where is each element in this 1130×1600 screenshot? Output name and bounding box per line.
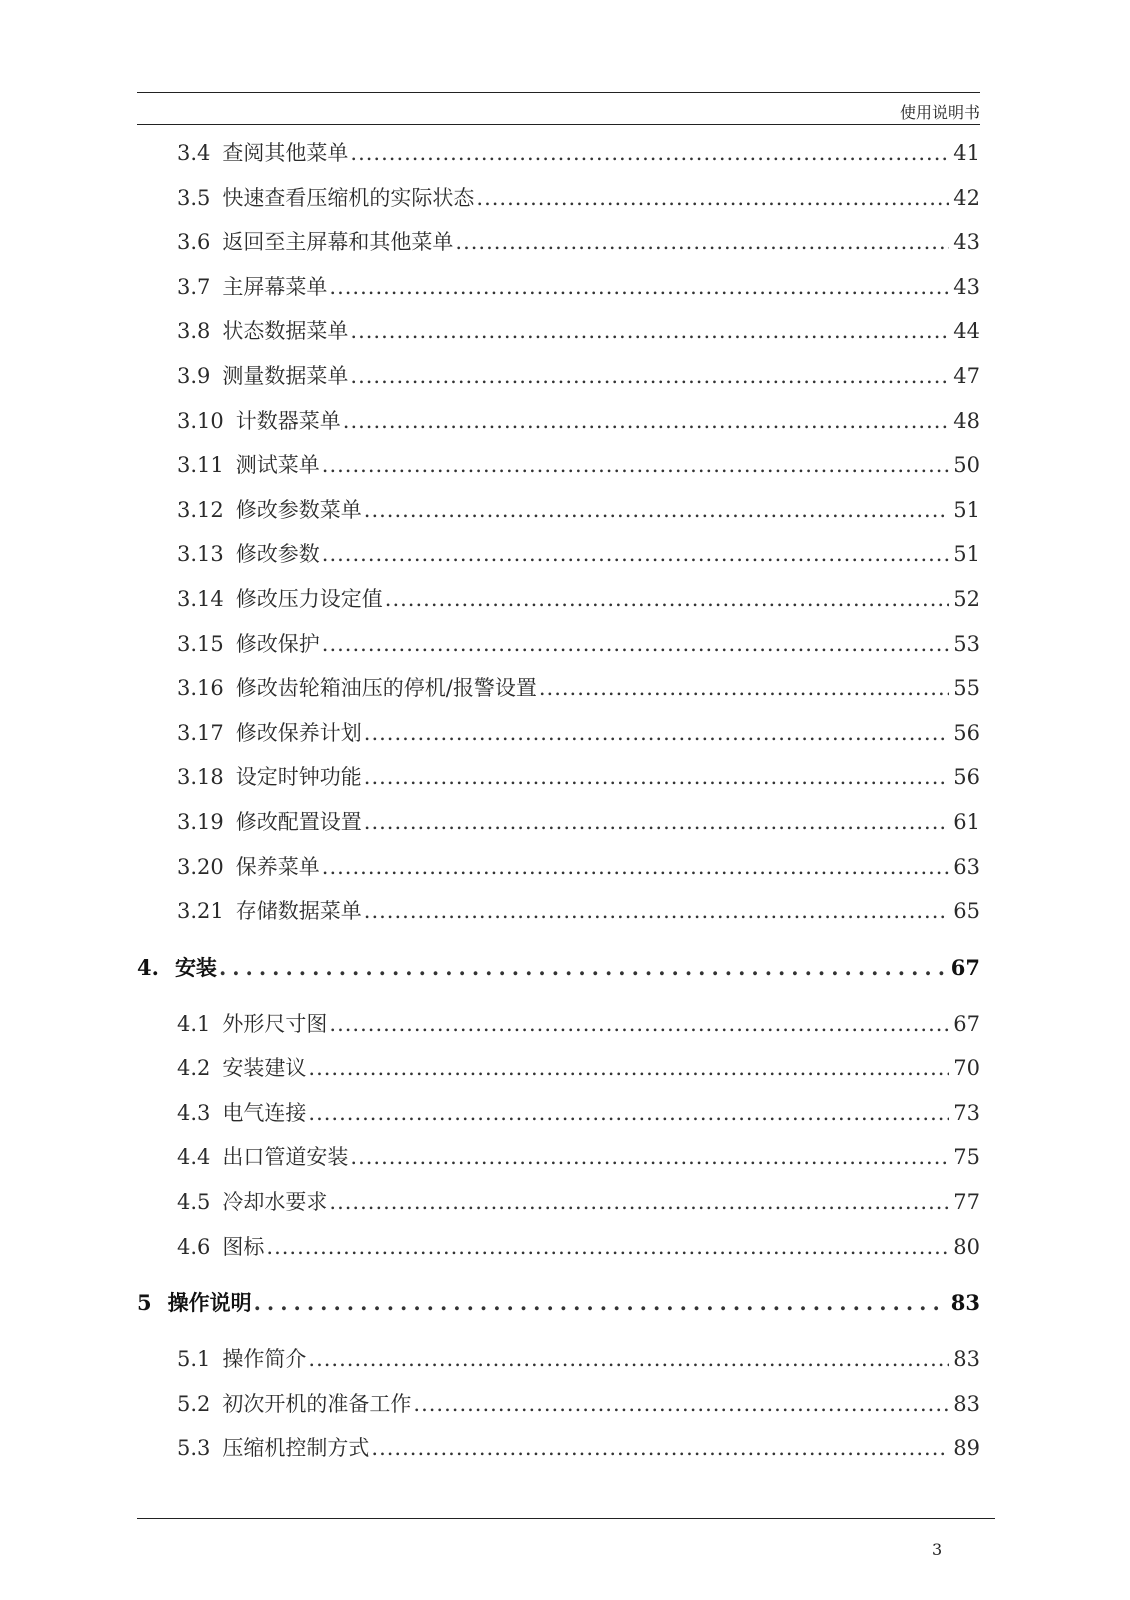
header-rule-bottom	[137, 124, 980, 125]
toc-entry-title: 修改保养计划	[235, 720, 362, 745]
toc-entry-title: 压缩机控制方式	[222, 1436, 370, 1461]
toc-entry-number: 3.6	[177, 230, 211, 255]
toc-entry-title: 查阅其他菜单	[222, 141, 349, 165]
toc-entry-page: 43	[953, 274, 980, 299]
toc-entry-page: 56	[953, 765, 980, 790]
toc-dot-leader	[455, 220, 949, 265]
toc-entry-title: 图标	[222, 1234, 265, 1259]
toc-entry-number: 4.2	[177, 1056, 211, 1081]
toc-section-entry[interactable]	[137, 1135, 980, 1180]
toc-entry-page: 77	[953, 1190, 980, 1215]
toc-dot-leader	[476, 176, 949, 221]
toc-dot-leader	[322, 443, 950, 488]
toc-section-entry[interactable]	[137, 309, 980, 354]
toc-entry-number: 4.3	[177, 1100, 211, 1125]
toc-entry-page: 83	[953, 1391, 980, 1416]
toc-section-entry[interactable]	[137, 354, 980, 399]
toc-dot-leader	[219, 938, 947, 998]
toc-entry-title: 设定时钟功能	[235, 765, 362, 790]
toc-entry-page: 41	[953, 141, 980, 165]
toc-dot-leader	[308, 1337, 949, 1382]
toc-dot-leader	[350, 1135, 949, 1180]
toc-entry-number: 3.19	[177, 809, 224, 834]
toc-dot-leader	[266, 1225, 949, 1270]
toc-entry-title: 修改齿轮箱油压的停机/报警设置	[235, 676, 537, 701]
toc-section-entry[interactable]	[137, 1337, 980, 1382]
toc-entry-title: 操作说明	[167, 1290, 252, 1316]
toc-entry-number: 4.	[137, 954, 159, 980]
toc-entry-page: 89	[953, 1436, 980, 1461]
table-of-contents	[137, 131, 980, 1471]
toc-section-entry[interactable]	[137, 1225, 980, 1270]
toc-section-entry[interactable]	[137, 755, 980, 800]
toc-entry-page: 52	[953, 586, 980, 611]
toc-section-entry[interactable]	[137, 666, 980, 711]
toc-entry-page: 42	[953, 185, 980, 210]
toc-entry-page: 83	[950, 1290, 980, 1316]
toc-entry-page: 43	[953, 230, 980, 255]
toc-section-entry[interactable]	[137, 845, 980, 890]
toc-entry-title: 外形尺寸图	[222, 1011, 328, 1036]
toc-section-entry[interactable]	[137, 532, 980, 577]
toc-dot-leader	[539, 666, 949, 711]
toc-section-entry[interactable]	[137, 176, 980, 221]
toc-entry-title: 主屏幕菜单	[222, 274, 328, 299]
toc-entry-title: 保养菜单	[235, 854, 320, 879]
toc-entry-title: 修改参数菜单	[235, 497, 362, 522]
toc-section-entry[interactable]	[137, 443, 980, 488]
toc-entry-title: 修改保护	[235, 631, 320, 656]
toc-dot-leader	[385, 577, 950, 622]
toc-entry-title: 电气连接	[222, 1100, 307, 1125]
page-number: 3	[932, 1540, 943, 1559]
toc-dot-leader	[364, 755, 950, 800]
toc-section-entry[interactable]	[137, 131, 980, 176]
toc-dot-leader	[350, 354, 949, 399]
toc-entry-number: 3.7	[177, 274, 211, 299]
toc-entry-number: 3.9	[177, 363, 211, 388]
toc-entry-title: 安装	[174, 954, 217, 980]
toc-entry-title: 修改参数	[235, 542, 320, 567]
toc-entry-title: 修改配置设置	[235, 809, 362, 834]
toc-dot-leader	[350, 131, 949, 176]
toc-entry-page: 63	[953, 854, 980, 879]
toc-entry-number: 3.10	[177, 408, 224, 433]
toc-entry-page: 56	[953, 720, 980, 745]
toc-entry-page: 70	[953, 1056, 980, 1081]
toc-entry-title: 修改压力设定值	[235, 586, 383, 611]
toc-entry-title: 操作简介	[222, 1347, 307, 1372]
toc-entry-title: 冷却水要求	[222, 1190, 328, 1215]
toc-dot-leader	[364, 488, 950, 533]
toc-section-entry[interactable]	[137, 265, 980, 310]
toc-section-entry[interactable]	[137, 622, 980, 667]
toc-dot-leader	[329, 265, 949, 310]
toc-dot-leader	[343, 399, 950, 444]
toc-entry-number: 4.4	[177, 1145, 211, 1170]
toc-entry-title: 返回至主屏幕和其他菜单	[222, 230, 454, 255]
toc-entry-page: 65	[953, 899, 980, 924]
toc-entry-number: 3.15	[177, 631, 224, 656]
toc-entry-page: 67	[953, 1011, 980, 1036]
toc-entry-number: 3.12	[177, 497, 224, 522]
toc-dot-leader	[413, 1382, 949, 1427]
toc-entry-number: 4.1	[177, 1011, 211, 1036]
toc-entry-number: 3.17	[177, 720, 224, 745]
toc-section-entry[interactable]	[137, 889, 980, 934]
toc-entry-number: 3.5	[177, 185, 211, 210]
toc-entry-number: 5.1	[177, 1347, 211, 1372]
toc-section-entry[interactable]	[137, 1426, 980, 1471]
toc-entry-number: 3.11	[177, 453, 224, 478]
toc-dot-leader	[322, 845, 950, 890]
toc-entry-title: 状态数据菜单	[222, 319, 349, 344]
toc-entry-page: 75	[953, 1145, 980, 1170]
toc-entry-page: 51	[953, 497, 980, 522]
toc-dot-leader	[364, 889, 950, 934]
header-title: 使用说明书	[899, 103, 980, 122]
toc-dot-leader	[329, 1002, 949, 1047]
toc-entry-page: 80	[953, 1234, 980, 1259]
toc-section-entry[interactable]	[137, 1091, 980, 1136]
toc-entry-page: 67	[950, 954, 980, 980]
toc-entry-number: 3.8	[177, 319, 211, 344]
toc-entry-number: 5.2	[177, 1391, 211, 1416]
toc-entry-title: 测试菜单	[235, 453, 320, 478]
toc-entry-number: 3.16	[177, 676, 224, 701]
toc-section-entry[interactable]	[137, 1046, 980, 1091]
toc-entry-page: 50	[953, 453, 980, 478]
toc-entry-page: 83	[953, 1347, 980, 1372]
toc-chapter-entry[interactable]	[137, 1273, 980, 1333]
toc-entry-number: 4.6	[177, 1234, 211, 1259]
toc-entry-title: 快速查看压缩机的实际状态	[222, 185, 475, 210]
toc-dot-leader	[364, 711, 950, 756]
toc-section-entry[interactable]	[137, 800, 980, 845]
toc-dot-leader	[322, 622, 950, 667]
toc-entry-number: 3.20	[177, 854, 224, 879]
toc-section-entry[interactable]	[137, 1180, 980, 1225]
toc-dot-leader	[254, 1273, 947, 1333]
toc-entry-number: 3.21	[177, 899, 224, 924]
toc-section-entry[interactable]	[137, 711, 980, 756]
toc-entry-title: 初次开机的准备工作	[222, 1391, 412, 1416]
toc-entry-title: 测量数据菜单	[222, 363, 349, 388]
toc-entry-number: 3.18	[177, 765, 224, 790]
toc-entry-page: 53	[953, 631, 980, 656]
toc-dot-leader	[364, 800, 950, 845]
toc-entry-number: 3.4	[177, 141, 211, 165]
toc-chapter-entry[interactable]	[137, 938, 980, 998]
toc-section-entry[interactable]	[137, 488, 980, 533]
toc-entry-number: 5	[137, 1290, 152, 1316]
toc-section-entry[interactable]	[137, 1382, 980, 1427]
toc-dot-leader	[308, 1046, 949, 1091]
toc-entry-page: 44	[953, 319, 980, 344]
toc-entry-number: 3.14	[177, 586, 224, 611]
toc-dot-leader	[308, 1091, 949, 1136]
toc-entry-number: 3.13	[177, 542, 224, 567]
toc-entry-page: 51	[953, 542, 980, 567]
toc-entry-page: 55	[953, 676, 980, 701]
toc-section-entry[interactable]	[137, 220, 980, 265]
toc-entry-title: 出口管道安装	[222, 1145, 349, 1170]
toc-dot-leader	[350, 309, 949, 354]
toc-entry-page: 48	[953, 408, 980, 433]
toc-entry-page: 61	[953, 809, 980, 834]
toc-section-entry[interactable]	[137, 577, 980, 622]
toc-dot-leader	[322, 532, 950, 577]
toc-entry-number: 5.3	[177, 1436, 211, 1461]
toc-entry-page: 47	[953, 363, 980, 388]
toc-dot-leader	[371, 1426, 949, 1471]
toc-entry-number: 4.5	[177, 1190, 211, 1215]
footer-rule	[137, 1518, 995, 1519]
header-rule-top	[137, 92, 980, 93]
toc-dot-leader	[329, 1180, 949, 1225]
toc-entry-page: 73	[953, 1100, 980, 1125]
toc-entry-title: 存储数据菜单	[235, 899, 362, 924]
toc-entry-title: 安装建议	[222, 1056, 307, 1081]
toc-section-entry[interactable]	[137, 1002, 980, 1047]
toc-section-entry[interactable]	[137, 399, 980, 444]
toc-entry-title: 计数器菜单	[235, 408, 341, 433]
